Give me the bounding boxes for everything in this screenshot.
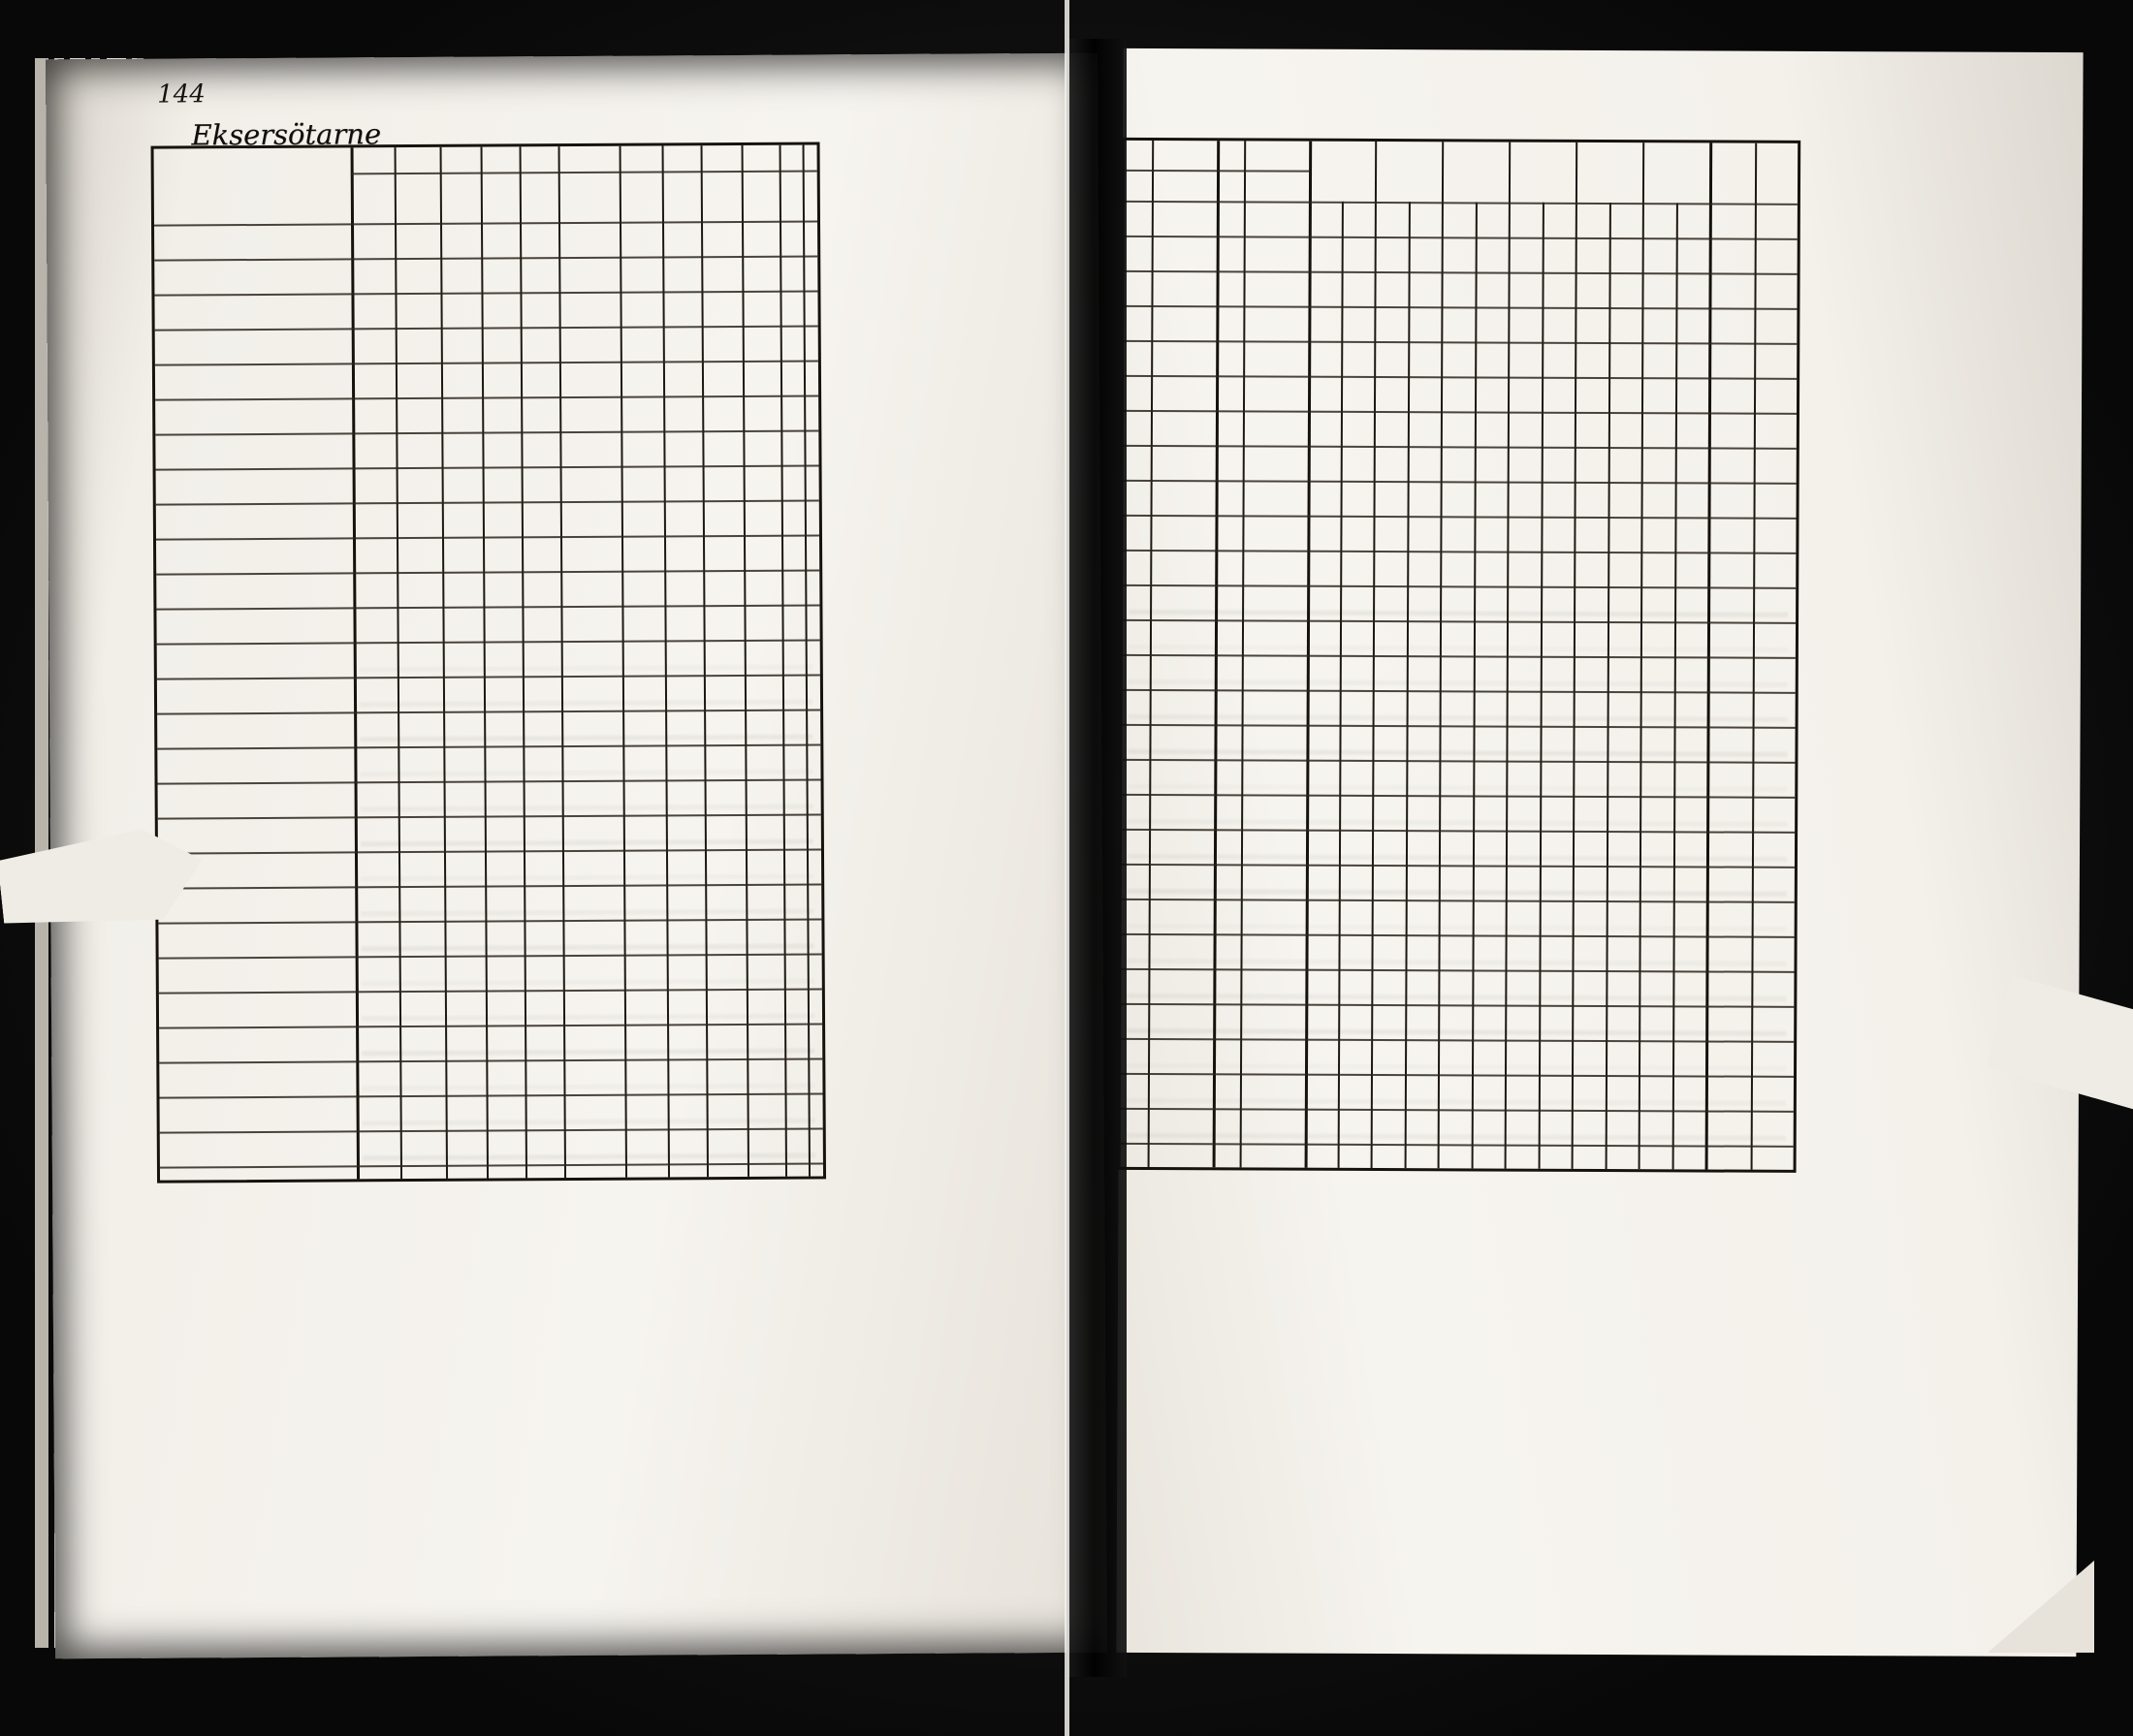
row-divider	[1122, 864, 1795, 868]
row-divider	[156, 604, 819, 610]
row-divider	[156, 464, 819, 470]
row-divider	[1123, 619, 1796, 624]
row-divider	[155, 395, 818, 400]
row-divider	[1124, 305, 1797, 310]
row-divider	[1124, 375, 1797, 380]
row-divider	[157, 639, 820, 645]
column-divider	[481, 147, 489, 1179]
row-divider	[1122, 759, 1795, 764]
row-divider	[154, 220, 817, 226]
row-divider	[158, 918, 821, 924]
row-divider	[157, 709, 820, 714]
column-divider	[395, 147, 402, 1179]
row-divider	[1125, 270, 1798, 275]
column-divider	[701, 145, 709, 1177]
folio-number: 144	[157, 79, 206, 110]
ruling-smudge	[1127, 959, 1786, 966]
ruling-smudge	[1129, 714, 1788, 722]
row-divider	[1122, 899, 1795, 903]
row-divider	[1124, 410, 1797, 415]
row-divider	[1123, 550, 1796, 554]
column-divider	[803, 145, 811, 1177]
ruling-smudge	[1128, 854, 1787, 862]
ruling-smudge	[1129, 645, 1788, 652]
row-divider	[155, 360, 818, 365]
row-divider	[1125, 236, 1798, 240]
gutter-highlight	[1065, 0, 1069, 1736]
column-divider	[440, 147, 448, 1179]
row-divider	[1121, 1143, 1794, 1148]
ruling-smudge	[1127, 1063, 1786, 1071]
row-divider	[157, 743, 820, 749]
ruling-smudge	[1127, 1028, 1786, 1036]
row-divider	[160, 1127, 823, 1133]
row-divider	[1121, 1003, 1794, 1008]
ruling-smudge	[1127, 1098, 1786, 1106]
row-divider	[1124, 340, 1797, 345]
book-gutter	[1066, 39, 1127, 1677]
row-divider	[1122, 829, 1795, 834]
row-divider	[158, 848, 821, 854]
row-divider	[160, 1092, 823, 1098]
column-divider	[742, 145, 749, 1177]
row-divider	[160, 1162, 823, 1168]
column-divider	[620, 146, 627, 1178]
row-divider	[1121, 1038, 1794, 1043]
row-divider	[157, 674, 820, 679]
header-sub-divider	[350, 170, 816, 174]
ruling-smudge	[1128, 889, 1787, 897]
row-divider	[158, 813, 821, 819]
row-divider	[156, 499, 819, 505]
row-divider	[1123, 654, 1796, 659]
row-divider	[1122, 933, 1795, 938]
left-page	[46, 53, 1107, 1659]
ruling-smudge	[1127, 1133, 1786, 1141]
row-divider	[159, 988, 822, 994]
ruling-smudge	[1128, 924, 1787, 931]
page-heading: Eksersötarne	[191, 117, 382, 152]
row-divider	[1124, 515, 1797, 520]
row-divider	[1124, 445, 1797, 450]
row-divider	[155, 325, 818, 331]
row-divider	[1123, 584, 1796, 589]
ruling-smudge	[1129, 679, 1788, 687]
column-divider	[662, 145, 670, 1177]
left-table	[151, 142, 827, 1183]
row-divider	[156, 569, 819, 575]
column-divider	[350, 147, 359, 1179]
row-divider	[158, 778, 821, 784]
right-page	[1116, 48, 2083, 1657]
ruling-smudge	[1128, 819, 1787, 827]
row-divider	[1121, 1108, 1794, 1113]
row-divider	[1121, 1073, 1794, 1078]
row-divider	[1121, 968, 1794, 973]
row-divider	[154, 290, 817, 296]
row-divider	[1125, 201, 1798, 205]
row-divider	[156, 534, 819, 540]
column-divider	[520, 146, 527, 1178]
ruling-smudge	[1128, 784, 1787, 792]
row-divider	[1122, 794, 1795, 799]
row-divider	[1123, 724, 1796, 729]
row-divider	[154, 255, 817, 261]
right-table	[1118, 138, 1801, 1173]
ruling-smudge	[1128, 749, 1787, 757]
row-divider	[159, 1023, 822, 1028]
column-divider	[779, 145, 786, 1177]
row-divider	[158, 883, 821, 889]
ruling-smudge	[1127, 994, 1786, 1001]
row-divider	[1123, 689, 1796, 694]
row-divider	[155, 429, 818, 435]
column-divider	[558, 146, 566, 1178]
ruling-smudge	[1129, 610, 1788, 617]
row-divider	[159, 1057, 822, 1063]
row-divider	[1124, 480, 1797, 485]
row-divider	[159, 953, 822, 959]
